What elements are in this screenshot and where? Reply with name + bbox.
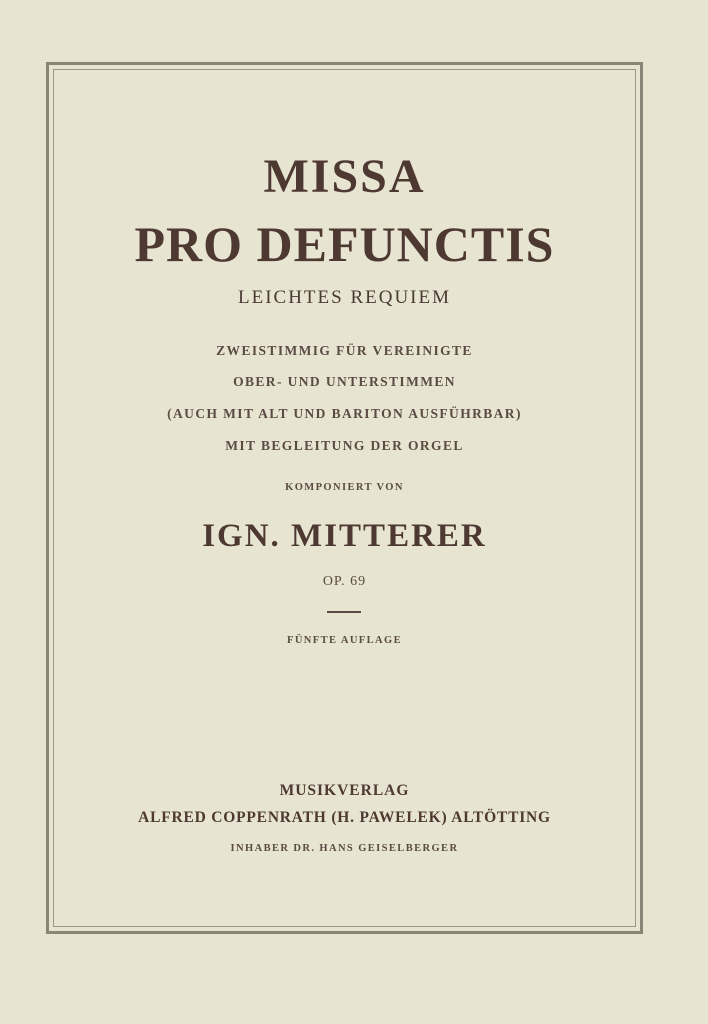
description-line-3: (AUCH MIT ALT UND BARITON AUSFÜHRBAR) xyxy=(167,406,522,421)
description-line-2: OBER- UND UNTERSTIMMEN xyxy=(233,374,456,389)
composer-name: IGN. MITTERER xyxy=(202,518,487,554)
title-line-2: PRO DEFUNCTIS xyxy=(134,216,555,272)
divider-rule xyxy=(327,611,361,613)
opus-number: OP. 69 xyxy=(322,574,367,589)
description-line-4: MIT BEGLEITUNG DER ORGEL xyxy=(225,438,464,453)
composed-by-label: KOMPONIERT VON xyxy=(285,482,404,493)
description-line-1: ZWEISTIMMIG FÜR VEREINIGTE xyxy=(216,343,473,358)
title-page-content xyxy=(53,69,636,927)
subtitle: LEICHTES REQUIEM xyxy=(237,287,451,308)
publisher-line-3: INHABER DR. HANS GEISELBERGER xyxy=(230,843,459,854)
title-line-1: MISSA xyxy=(263,150,426,203)
publisher-line-1: MUSIKVERLAG xyxy=(279,782,410,799)
publisher-line-2: ALFRED COPPENRATH (H. PAWELEK) ALTÖTTING xyxy=(138,809,551,826)
edition-label: FÜNFTE AUFLAGE xyxy=(287,635,402,646)
